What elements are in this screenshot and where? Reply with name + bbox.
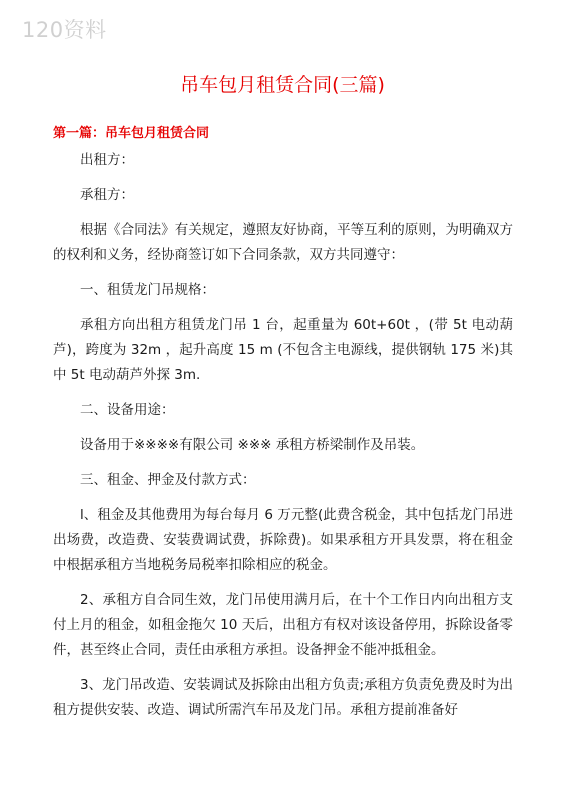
paragraph-lessee: 承租方：: [80, 187, 134, 203]
document-body: [53, 148, 513, 733]
paragraph-usage: 设备用于※※※※有限公司 ※※※ 承租方桥梁制作及吊装。: [80, 437, 425, 453]
section-title: 第一篇：吊车包月租赁合同: [53, 126, 210, 141]
paragraph-preamble: 根据《合同法》有关规定，遵照友好协商，平等互利的原则，为明确双方的权利和义务，经协商签订如下合同条款，双方共同遵守：: [53, 222, 513, 263]
paragraph-specifications: 承租方向出租方租赁龙门吊 1 台，起重量为 60t+60t ，(带 5t 电动葫芦)，跨度为 32m ，起升高度 15 m (不包含主电源线，提供钢轨 175 米)其中 5t 电动葫芦外探 3m.: [53, 317, 513, 383]
heading-specifications: 一、租赁龙门吊规格：: [80, 282, 215, 298]
document-title: 吊车包月租赁合同(三篇): [180, 74, 385, 96]
heading-usage: 二、设备用途：: [80, 402, 175, 418]
heading-payment: 三、租金、押金及付款方式：: [80, 472, 256, 488]
paragraph-lessor: 出租方：: [80, 152, 134, 168]
watermark: 120资料: [22, 18, 107, 42]
paragraph-payment-3: 3、龙门吊改造、安装调试及拆除由出租方负责;承租方负责免费及时为出租方提供安装、改造、调试所需汽车吊及龙门吊。承租方提前准备好: [53, 677, 513, 718]
paragraph-payment-1: l、租金及其他费用为每台每月 6 万元整(此费含税金，其中包括龙门吊进出场费，改造费、安装费调试费，拆除费)。如果承租方开具发票，将在租金中根据承租方当地税务局税率扣除相应的税金。: [53, 507, 513, 573]
paragraph-payment-2: 2、承租方自合同生效，龙门吊使用满月后，在十个工作日内向出租方支付上月的租金，如租金拖欠 10 天后，出租方有权对该设备停用，拆除设备零件，甚至终止合同，责任由承租方承担。设备押金不能冲抵租金。: [53, 592, 513, 658]
